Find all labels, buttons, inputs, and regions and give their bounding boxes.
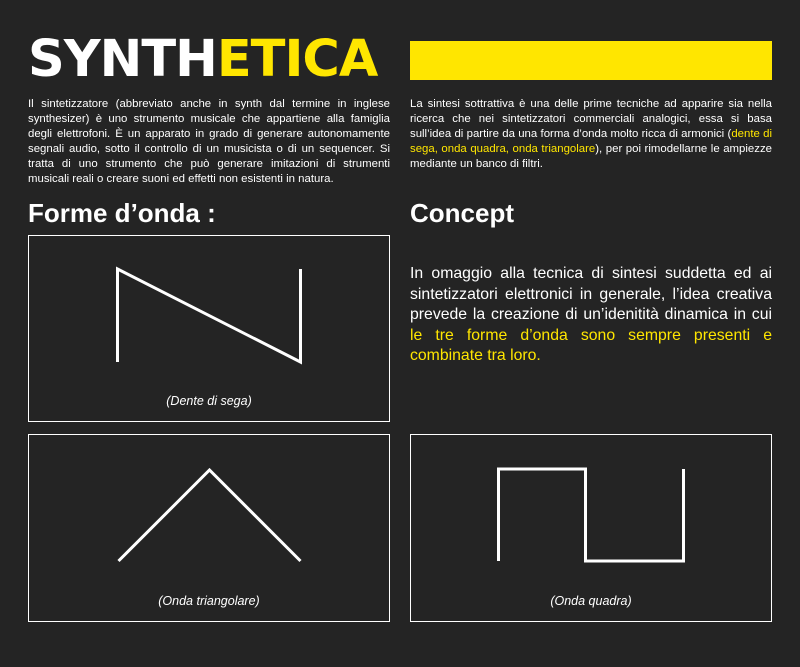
heading-forme-d-onda: Forme d’onda :	[28, 198, 216, 228]
intro-right-text-after: ), per poi rimodellarne le ampiezze mediante un banco di filtri.	[410, 142, 772, 170]
triangle-wave-panel	[28, 434, 390, 622]
sawtooth-wave-panel	[28, 235, 390, 422]
concept-highlight: le tre forme d’onda sono sempre presenti e combinate tra loro.	[410, 326, 772, 364]
heading-concept: Concept	[410, 198, 514, 228]
sawtooth-wave-line	[118, 269, 301, 362]
sawtooth-caption: (Dente di sega)	[166, 394, 252, 408]
square-wave-line	[499, 469, 684, 561]
title-part-white: SYNTH	[28, 30, 217, 89]
yellow-accent-bar	[410, 41, 772, 80]
intro-right-text-before: La sintesi sottrattiva è una delle prime tecniche ad apparire sia nella ricerca che nei sintetizzatori commerciali analogici, essa si basa sull’idea di partire da una forma d’onda molto ricca di armonici (	[410, 98, 772, 140]
triangle-caption: (Onda triangolare)	[158, 594, 260, 608]
title-part-yellow: ETICA	[216, 30, 378, 89]
square-caption: (Onda quadra)	[550, 594, 632, 608]
concept-paragraph	[410, 264, 772, 367]
intro-right-highlight: dente di sega, onda quadra, onda triangolare	[410, 127, 772, 155]
concept-text-before: In omaggio alla tecnica di sintesi suddetta ed ai sintetizzatori elettronici in generale, l’idea creativa prevede la creazione di un’idenitità dinamica in cui	[410, 265, 772, 323]
square-wave-panel	[410, 434, 772, 622]
triangle-wave-line	[119, 470, 301, 561]
page-title	[28, 30, 377, 90]
intro-paragraph-left: Il sintetizzatore (abbreviato anche in synth dal termine in inglese synthesizer) è uno strumento musicale che appartiene alla famiglia degli elettrofoni. È un apparato in grado di generare autonomamente segnali audio, sotto il controllo di un musicista o di un sequencer. Si tratta di uno strumento che può generare imitazioni di strumenti musicali reali o creare suoni ed effetti non esistenti in natura.	[28, 98, 390, 185]
intro-paragraph-right	[410, 97, 772, 172]
